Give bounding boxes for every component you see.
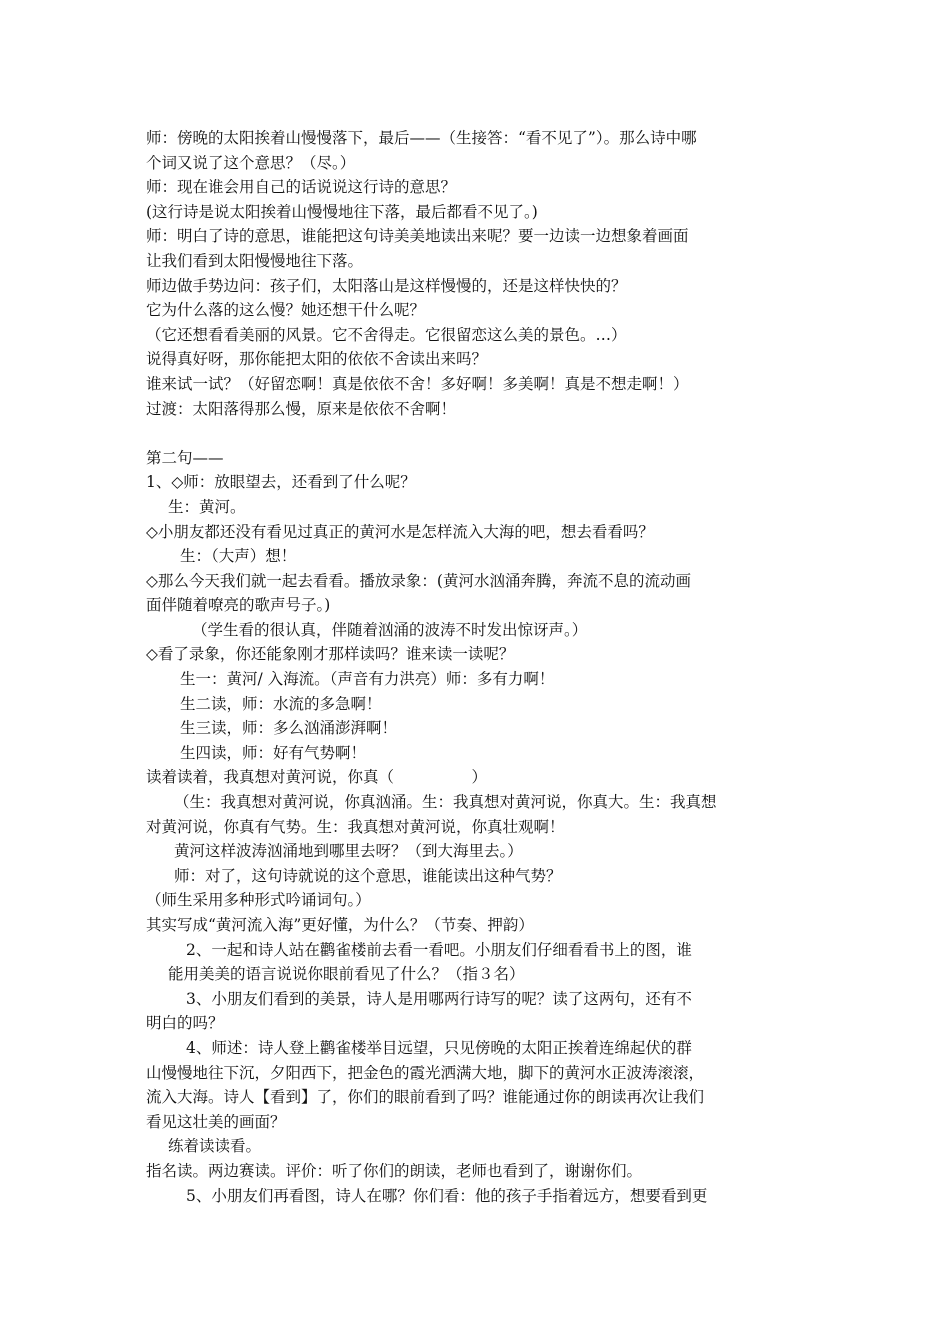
text-line: 谁来试一试？（好留恋啊！真是依依不舍！多好啊！多美啊！真是不想走啊！） — [146, 374, 689, 393]
text-line: 山慢慢地往下沉，夕阳西下，把金色的霞光洒满大地，脚下的黄河水正波涛滚滚， — [146, 1063, 705, 1082]
text-line: 师：现在谁会用自己的话说说这行诗的意思？ — [146, 178, 457, 197]
text-line: 5、小朋友们再看图，诗人在哪？你们看：他的孩子手指着远方，想要看到更 — [186, 1186, 708, 1205]
text-line: 对黄河说，你真有气势。生：我真想对黄河说，你真壮观啊！ — [146, 817, 565, 836]
text-line: （生：我真想对黄河说，你真汹涌。生：我真想对黄河说，你真大。生：我真想 — [174, 793, 717, 812]
lesson-text — [146, 126, 810, 1208]
text-line: ◇看了录象，你还能象刚才那样读吗？谁来读一读呢？ — [146, 645, 515, 664]
text-line: 能用美美的语言说说你眼前看见了什么？（指３名） — [168, 965, 525, 984]
text-line: 其实写成“黄河流入海”更好懂，为什么？（节奏、押韵） — [146, 916, 534, 934]
text-line: 生一：黄河/ 入海流。（声音有力洪亮）师：多有力啊！ — [180, 670, 555, 689]
text-line: 生：黄河。 — [168, 497, 246, 516]
text-line: 4、师述：诗人登上鹳雀楼举目远望，只见傍晚的太阳正挨着连绵起伏的群 — [186, 1038, 692, 1057]
text-line: 第二句—— — [146, 448, 224, 467]
text-line: 它为什么落的这么慢？她还想干什么呢？ — [146, 301, 426, 320]
text-line: 练着读读看。 — [168, 1137, 262, 1156]
text-line: 生三读，师：多么汹涌澎湃啊！ — [180, 719, 398, 738]
text-line: 明白的吗？ — [146, 1014, 224, 1033]
text-line: 师边做手势边问：孩子们，太阳落山是这样慢慢的，还是这样快快的？ — [146, 276, 627, 295]
text-line: 个词又说了这个意思？（尽。） — [146, 153, 356, 172]
text-line: 读着读着，我真想对黄河说，你真（ ） — [146, 768, 488, 787]
text-line: 生二读，师：水流的多急啊！ — [180, 694, 382, 713]
text-line: 师：对了，这句诗就说的这个意思，谁能读出这种气势？ — [174, 866, 562, 885]
blank-line — [146, 421, 810, 446]
text-line: 说得真好呀，那你能把太阳的依依不舍读出来吗？ — [146, 350, 488, 369]
text-line: ◇那么今天我们就一起去看看。播放录象：(黄河水汹涌奔腾，奔流不息的流动画 — [146, 571, 691, 590]
text-line: 让我们看到太阳慢慢地往下落。 — [146, 251, 364, 270]
text-line: 面伴随着嘹亮的歌声号子。) — [146, 596, 331, 615]
text-line: 黄河这样波涛汹涌地到哪里去呀？（到大海里去。） — [174, 842, 523, 861]
text-line: 过渡：太阳落得那么慢，原来是依依不舍啊！ — [146, 399, 457, 418]
text-line: 流入大海。诗人【看到】了，你们的眼前看到了吗？谁能通过你的朗读再次让我们 — [146, 1088, 705, 1107]
text-line: （学生看的很认真，伴随着汹涌的波涛不时发出惊讶声。） — [192, 620, 588, 639]
text-line: 看见这壮美的画面？ — [146, 1112, 286, 1131]
text-line: 生：（大声）想！ — [180, 547, 297, 566]
text-line: （它还想看看美丽的风景。它不舍得走。它很留恋这么美的景色。…） — [146, 325, 627, 344]
text-line: (这行诗是说太阳挨着山慢慢地往下落，最后都看不见了。) — [146, 202, 538, 221]
text-line: 生四读，师：好有气势啊！ — [180, 743, 367, 762]
text-line: 3、小朋友们看到的美景，诗人是用哪两行诗写的呢？读了这两句，还有不 — [186, 989, 692, 1008]
text-line: （师生采用多种形式吟诵词句。） — [146, 891, 371, 910]
text-line: 2、一起和诗人站在鹳雀楼前去看一看吧。小朋友们仔细看看书上的图，谁 — [186, 940, 692, 959]
text-line: 1、◇师：放眼望去，还看到了什么呢？ — [146, 473, 416, 492]
text-line: 指名读。两边赛读。评价：听了你们的朗读，老师也看到了，谢谢你们。 — [146, 1161, 643, 1180]
text-line: 师：明白了诗的意思，谁能把这句诗美美地读出来呢？要一边读一边想象着画面 — [146, 227, 689, 246]
text-line: ◇小朋友都还没有看见过真正的黄河水是怎样流入大海的吧，想去看看吗？ — [146, 522, 654, 541]
text-line: 师：傍晚的太阳挨着山慢慢落下，最后——（生接答：“看不见了”）。那么诗中哪 — [146, 129, 697, 147]
